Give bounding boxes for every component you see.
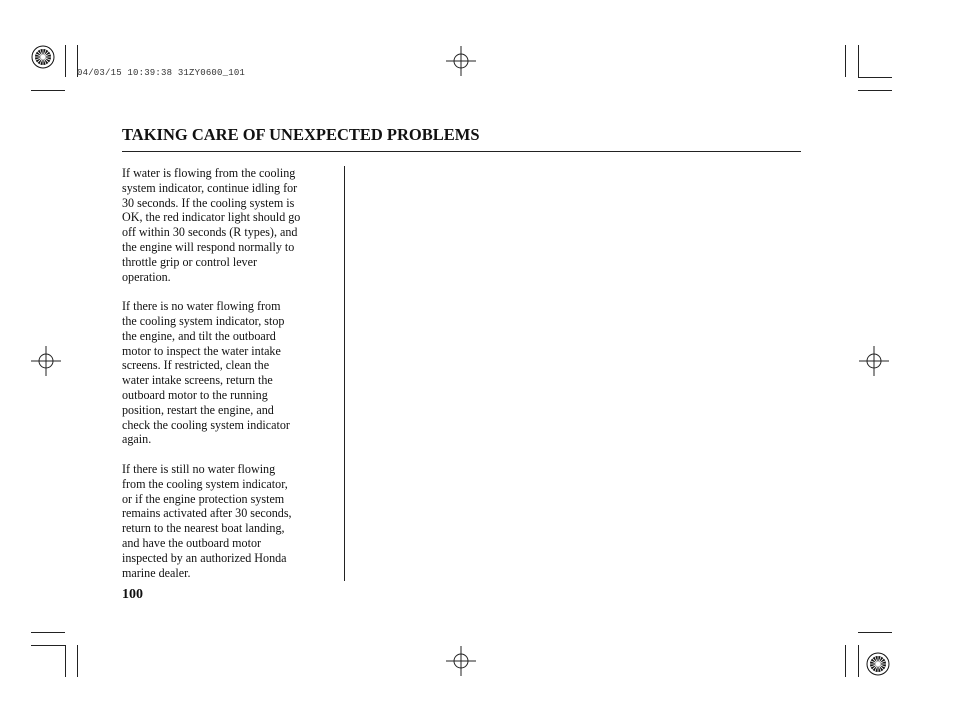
crop-mark-bottom-right-v2: [858, 645, 859, 677]
registration-target-bottom-icon: [446, 646, 476, 676]
crop-mark-top-left-h: [31, 90, 65, 91]
column-divider: [344, 166, 345, 581]
page-title: TAKING CARE OF UNEXPECTED PROBLEMS: [122, 125, 480, 144]
paragraph-still-no-water: If there is still no water flowing from the cooling system indicator, or if the engine protection system remains activated after 30 seconds, return to the nearest boat landing, and have the outboard motor inspected by an authorized Honda marine dealer.: [122, 461, 292, 580]
starburst-mark-top-left-icon: [31, 45, 55, 69]
crop-mark-bottom-left-v2: [77, 645, 78, 677]
paragraph-no-water-flowing: If there is no water flowing from the cooling system indicator, stop the engine, and tilt the outboard motor to inspect the water intake screens. If restricted, clean the water intake screens, return the outboard motor to the running position, restart the engine, and check the cooling system indicator again.: [122, 299, 290, 447]
crop-mark-bottom-left-h2: [31, 645, 65, 646]
crop-mark-bottom-right-v1: [845, 645, 846, 677]
starburst-mark-bottom-right-icon: [866, 652, 890, 676]
crop-mark-top-left-v1: [65, 45, 66, 77]
crop-mark-top-right-h: [858, 90, 892, 91]
crop-mark-bottom-left-h: [31, 632, 65, 633]
crop-mark-bottom-right-h: [858, 632, 892, 633]
crop-mark-bottom-left-v1: [65, 645, 66, 677]
header-rule: [122, 151, 801, 152]
crop-mark-top-right-h2: [858, 77, 892, 78]
registration-target-right-icon: [859, 346, 889, 376]
registration-target-left-icon: [31, 346, 61, 376]
body-text-column: [122, 166, 334, 595]
registration-target-top-icon: [446, 46, 476, 76]
crop-mark-top-right-v1: [845, 45, 846, 77]
paragraph-water-flowing: If water is flowing from the cooling system indicator, continue idling for 30 seconds. If the cooling system is OK, the red indicator light should go off within 30 seconds (R types), and the engine will respond normally to throttle grip or control lever operation.: [122, 166, 301, 284]
crop-mark-top-right-v2: [858, 45, 859, 77]
print-stamp: 04/03/15 10:39:38 31ZY0600_101: [77, 68, 246, 78]
page-number: 100: [122, 587, 143, 602]
